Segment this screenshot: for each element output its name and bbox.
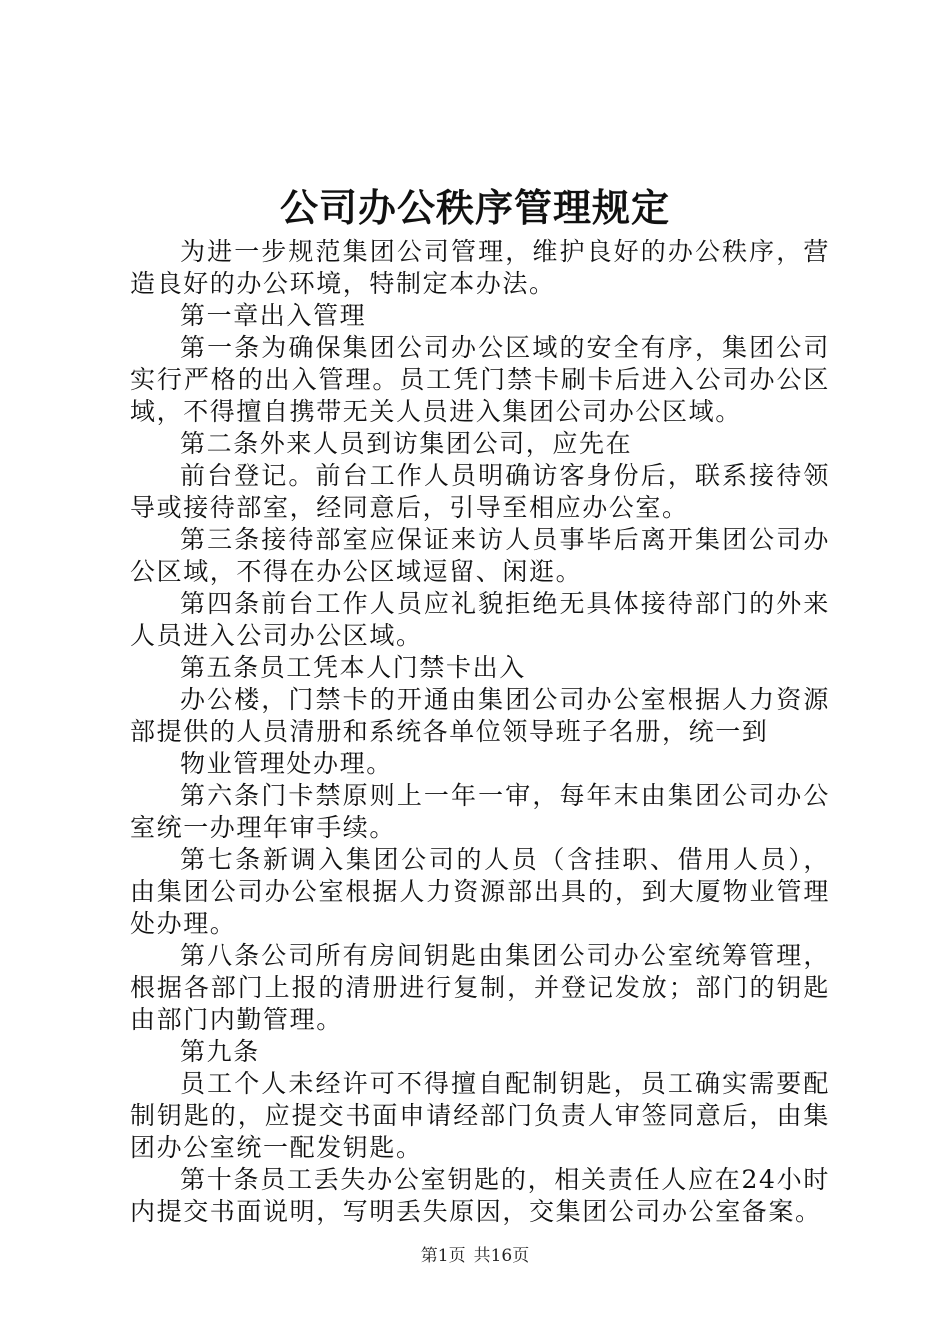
article-4: 第四条前台工作人员应礼貌拒绝无具体接待部门的外来人员进入公司办公区域。 (130, 589, 830, 650)
document-body (130, 236, 830, 1228)
article-3: 第三条接待部室应保证来访人员事毕后离开集团公司办公区域，不得在办公区域逗留、闲逛。 (130, 525, 830, 586)
page-number: 第1页 (420, 1246, 466, 1266)
page-total: 共16页 (473, 1246, 530, 1266)
article-6: 第六条门卡禁原则上一年一审，每年末由集团公司办公室统一办理年审手续。 (130, 781, 830, 842)
article-9: 第九条 (180, 1037, 260, 1066)
article-1: 第一条为确保集团公司办公区域的安全有序，集团公司实行严格的出入管理。员工凭门禁卡刷卡后进入公司办公区域，不得擅自携带无关人员进入集团公司办公区域。 (130, 333, 830, 426)
document-title: 公司办公秩序管理规定 (279, 185, 670, 230)
article-2: 第二条外来人员到访集团公司，应先在 (180, 429, 633, 458)
page-footer (0, 1244, 950, 1268)
article-5-continued: 办公楼，门禁卡的开通由集团公司办公室根据人力资源部提供的人员清册和系统各单位领导班子名册，统一到 (130, 685, 830, 746)
article-10: 第十条员工丢失办公室钥匙的，相关责任人应在24小时内提交书面说明，写明丢失原因，交集团公司办公室备案。 (130, 1165, 830, 1226)
article-7: 第七条新调入集团公司的人员（含挂职、借用人员），由集团公司办公室根据人力资源部出具的，到大厦物业管理处办理。 (130, 845, 830, 938)
article-9-continued: 员工个人未经许可不得擅自配制钥匙，员工确实需要配制钥匙的，应提交书面申请经部门负责人审签同意后，由集团办公室统一配发钥匙。 (130, 1069, 830, 1162)
article-2-continued: 前台登记。前台工作人员明确访客身份后，联系接待领导或接待部室，经同意后，引导至相应办公室。 (130, 461, 830, 522)
chapter-heading: 第一章出入管理 (180, 301, 367, 330)
article-5-continued-2: 物业管理处办理。 (180, 749, 393, 778)
paragraph-intro: 为进一步规范集团公司管理，维护良好的办公秩序，营造良好的办公环境，特制定本办法。 (130, 237, 830, 298)
article-5: 第五条员工凭本人门禁卡出入 (180, 653, 526, 682)
article-8: 第八条公司所有房间钥匙由集团公司办公室统筹管理，根据各部门上报的清册进行复制，并登记发放；部门的钥匙由部门内勤管理。 (130, 941, 830, 1034)
